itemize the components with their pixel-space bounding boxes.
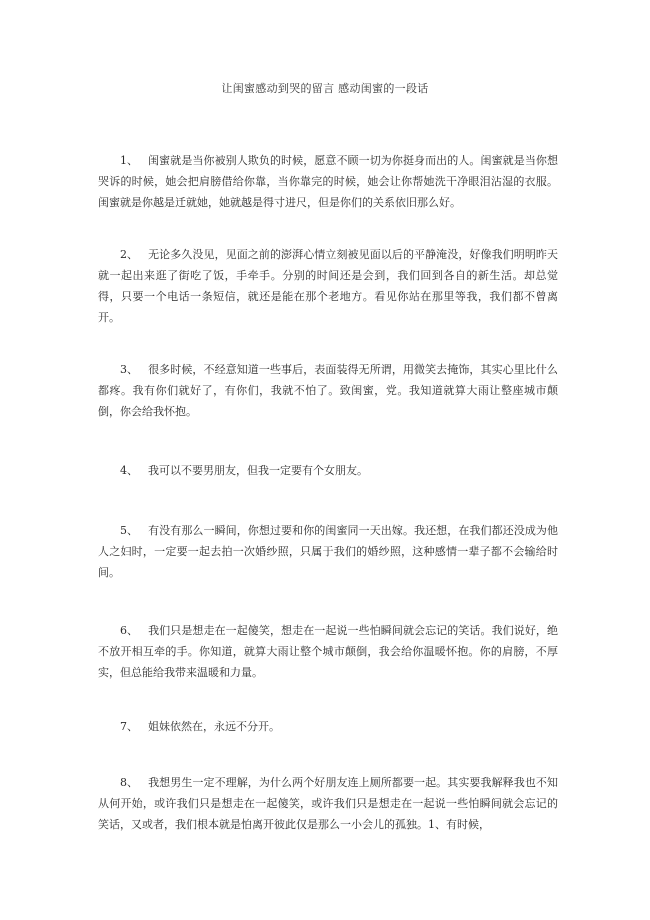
list-item-3 bbox=[98, 359, 558, 422]
list-item-1 bbox=[98, 150, 558, 213]
list-item-4 bbox=[98, 460, 558, 481]
item-text: 我们只是想走在一起傻笑，想走在一起说一些怕瞬间就会忘记的笑话。我们说好，绝不放开相互牵的手。你知道，就算大雨让整个城市颠倒，我会给你温暖怀抱。你的肩膀，不厚实，但总能给我带来温暖和力量。 bbox=[98, 624, 558, 679]
item-text: 有没有那么一瞬间，你想过要和你的闺蜜同一天出嫁。我还想，在我们都还没成为他人之妇时，一定要一起去拍一次婚纱照，只属于我们的婚纱照，这种感情一辈子都不会输给时间。 bbox=[98, 524, 558, 579]
item-text: 很多时候，不经意知道一些事后，表面装得无所谓，用微笑去掩饰，其实心里比什么都疼。我有你们就好了，有你们，我就不怕了。致闺蜜，党。我知道就算大雨让整座城市颠倒，你会给我怀抱。 bbox=[98, 363, 558, 418]
item-number: 2、 bbox=[120, 248, 138, 261]
list-item-7 bbox=[98, 716, 558, 737]
item-text: 我想男生一定不理解，为什么两个好朋友连上厕所都要一起。其实要我解释我也不知从何开始，或许我们只是想走在一起傻笑，或许我们只是想走在一起说一些怕瞬间就会忘记的笑话，又或者，我们根本就是怕离开彼此仅是那么一小会儿的孤独。1、有时候， bbox=[98, 776, 558, 831]
item-number: 8、 bbox=[120, 776, 138, 789]
item-number: 3、 bbox=[120, 363, 138, 376]
item-text: 闺蜜就是当你被别人欺负的时候，愿意不顾一切为你挺身而出的人。闺蜜就是当你想哭诉的时候，她会把肩膀借给你靠，当你靠完的时候，她会让你帮她洗干净眼泪沾湿的衣服。闺蜜就是你越是迁就她，她就越是得寸进尺，但是你们的关系依旧那么好。 bbox=[98, 154, 558, 209]
item-number: 1、 bbox=[120, 154, 138, 167]
list-item-8 bbox=[98, 772, 558, 835]
list-item-6 bbox=[98, 620, 558, 683]
list-item-5 bbox=[98, 520, 558, 583]
item-number: 4、 bbox=[120, 464, 138, 477]
item-number: 5、 bbox=[120, 524, 138, 537]
item-text: 姐妹依然在，永远不分开。 bbox=[148, 720, 280, 733]
document-title: 让闺蜜感动到哭的留言 感动闺蜜的一段话 bbox=[221, 82, 429, 95]
item-number: 7、 bbox=[120, 720, 138, 733]
item-number: 6、 bbox=[120, 624, 138, 637]
item-text: 无论多久没见，见面之前的澎湃心情立刻被见面以后的平静淹没，好像我们明明昨天就一起出来逛了街吃了饭，手牵手。分别的时间还是会到，我们回到各自的新生活。却总觉得，只要一个电话一条短信，就还是能在那个老地方。看见你站在那里等我，我们都不曾离开。 bbox=[98, 248, 558, 324]
list-item-2 bbox=[98, 244, 558, 328]
item-text: 我可以不要男朋友，但我一定要有个女朋友。 bbox=[148, 464, 368, 477]
